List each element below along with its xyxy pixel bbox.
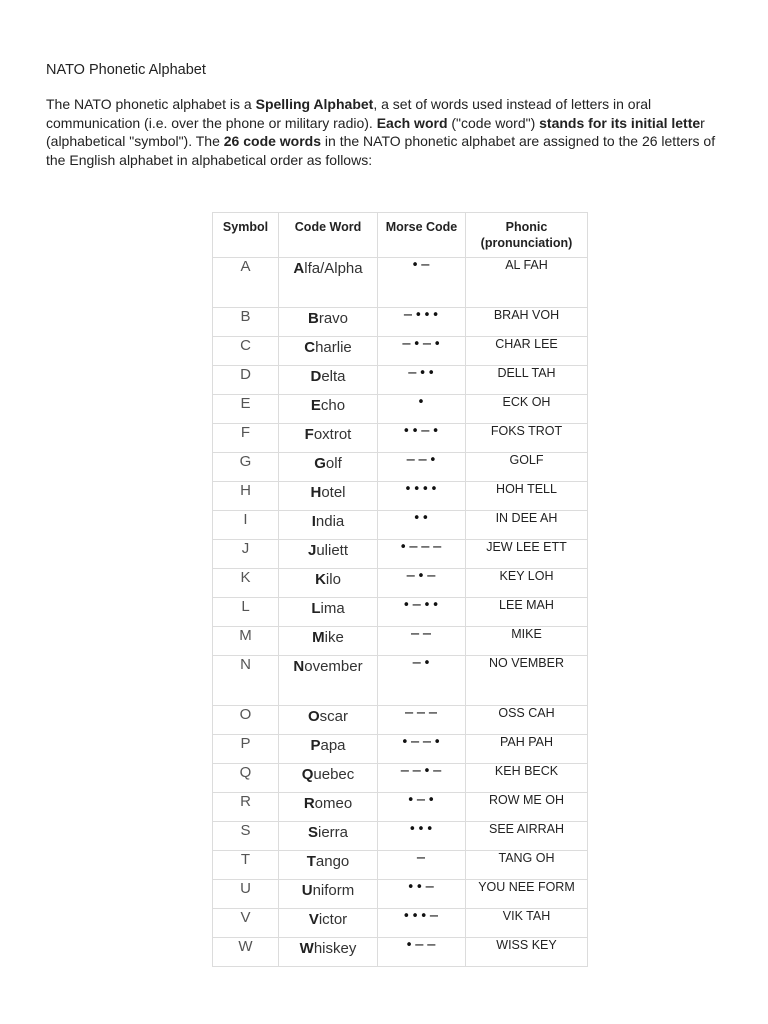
- code-word-cell: [279, 706, 378, 735]
- morse-code-cell: •−−: [378, 938, 466, 967]
- morse-code-cell: •−••: [378, 598, 466, 627]
- code-word-initial: U: [301, 882, 313, 899]
- code-word-initial: I: [311, 513, 316, 530]
- code-word-initial: V: [308, 911, 319, 928]
- symbol-cell: B: [213, 308, 279, 337]
- morse-code-cell: •−−•: [378, 735, 466, 764]
- symbol-cell: U: [213, 880, 279, 909]
- code-word-cell: [279, 938, 378, 967]
- symbol-cell: Q: [213, 764, 279, 793]
- code-word-initial: T: [306, 853, 316, 870]
- morse-code-cell: ••••: [378, 482, 466, 511]
- code-word-initial: R: [303, 795, 315, 812]
- code-word-rest: uliett: [316, 542, 349, 559]
- code-word-rest: omeo: [314, 795, 353, 812]
- intro-text-5: in the NATO phonetic alphabet are assigned to the 26 letters of the English alphabet in alphabetical order as follows:: [46, 133, 716, 168]
- symbol-cell: V: [213, 909, 279, 938]
- code-word-cell: [279, 366, 378, 395]
- morse-code-cell: −: [378, 851, 466, 880]
- code-word-rest: ierra: [318, 824, 349, 841]
- morse-code-cell: −••: [378, 366, 466, 395]
- code-word-cell: [279, 424, 378, 453]
- symbol-cell: R: [213, 793, 279, 822]
- symbol-cell: A: [213, 258, 279, 308]
- table-row: [213, 822, 588, 851]
- code-word-initial: K: [315, 571, 326, 588]
- morse-code-cell: −−•: [378, 453, 466, 482]
- code-word-rest: ike: [324, 629, 344, 646]
- intro-text-2: , a set of words used instead of letters in oral communication (i.e. over the phone or military radio).: [46, 96, 652, 131]
- phonic-cell: AL FAH: [466, 258, 588, 308]
- symbol-cell: D: [213, 366, 279, 395]
- phonic-cell: ROW ME OH: [466, 793, 588, 822]
- symbol-cell: E: [213, 395, 279, 424]
- table-row: [213, 453, 588, 482]
- code-word-cell: [279, 822, 378, 851]
- symbol-cell: C: [213, 337, 279, 366]
- morse-code-cell: −•−: [378, 569, 466, 598]
- code-word-rest: ango: [315, 853, 350, 870]
- morse-code-cell: −−−: [378, 706, 466, 735]
- code-word-cell: [279, 395, 378, 424]
- table-row: [213, 598, 588, 627]
- morse-code-cell: •−•: [378, 793, 466, 822]
- phonic-cell: IN DEE AH: [466, 511, 588, 540]
- phonic-cell: FOKS TROT: [466, 424, 588, 453]
- table-row: [213, 540, 588, 569]
- morse-code-cell: •••−: [378, 909, 466, 938]
- symbol-cell: J: [213, 540, 279, 569]
- symbol-cell: F: [213, 424, 279, 453]
- phonic-cell: LEE MAH: [466, 598, 588, 627]
- header-phonic: Phonic (pronunciation): [466, 213, 588, 258]
- table-row: [213, 851, 588, 880]
- symbol-cell: H: [213, 482, 279, 511]
- table-row: [213, 656, 588, 706]
- code-word-rest: ovember: [304, 658, 363, 675]
- table-row: [213, 938, 588, 967]
- code-word-initial: D: [310, 368, 322, 385]
- code-word-rest: ilo: [325, 571, 341, 588]
- code-word-rest: otel: [321, 484, 346, 501]
- code-word-cell: [279, 793, 378, 822]
- morse-code-cell: −•−•: [378, 337, 466, 366]
- code-word-initial: H: [310, 484, 322, 501]
- phonic-cell: BRAH VOH: [466, 308, 588, 337]
- phonic-cell: DELL TAH: [466, 366, 588, 395]
- code-word-initial: N: [293, 658, 305, 675]
- code-word-rest: ndia: [315, 513, 345, 530]
- morse-code-cell: −•: [378, 656, 466, 706]
- code-word-initial: G: [314, 455, 326, 472]
- code-word-initial: P: [310, 737, 321, 754]
- symbol-cell: K: [213, 569, 279, 598]
- code-word-rest: ravo: [318, 310, 349, 327]
- phonic-cell: KEH BECK: [466, 764, 588, 793]
- phonic-cell: HOH TELL: [466, 482, 588, 511]
- code-word-initial: L: [311, 600, 321, 617]
- table-row: [213, 627, 588, 656]
- phonic-cell: NO VEMBER: [466, 656, 588, 706]
- code-word-rest: cho: [320, 397, 346, 414]
- phonic-cell: GOLF: [466, 453, 588, 482]
- table-row: [213, 395, 588, 424]
- table-row: [213, 735, 588, 764]
- code-word-cell: [279, 851, 378, 880]
- code-word-initial: J: [307, 542, 317, 559]
- symbol-cell: M: [213, 627, 279, 656]
- code-word-cell: [279, 764, 378, 793]
- intro-bold-spelling-alphabet: Spelling Alphabet: [255, 96, 374, 112]
- page-title: NATO Phonetic Alphabet: [46, 62, 206, 78]
- nato-alphabet-table: [212, 212, 588, 967]
- code-word-rest: ima: [320, 600, 345, 617]
- morse-code-cell: ••−•: [378, 424, 466, 453]
- header-code-word: Code Word: [279, 213, 378, 258]
- code-word-cell: [279, 627, 378, 656]
- morse-code-cell: ••−: [378, 880, 466, 909]
- morse-code-cell: •−: [378, 258, 466, 308]
- morse-code-cell: −•••: [378, 308, 466, 337]
- code-word-cell: [279, 540, 378, 569]
- phonic-cell: ECK OH: [466, 395, 588, 424]
- code-word-cell: [279, 337, 378, 366]
- table-body: [213, 258, 588, 967]
- symbol-cell: N: [213, 656, 279, 706]
- table-row: [213, 366, 588, 395]
- phonic-cell: CHAR LEE: [466, 337, 588, 366]
- intro-text-1: The NATO phonetic alphabet is a: [46, 96, 256, 112]
- code-word-initial: E: [310, 397, 321, 414]
- header-morse-code: Morse Code: [378, 213, 466, 258]
- code-word-cell: [279, 482, 378, 511]
- symbol-cell: W: [213, 938, 279, 967]
- table-row: [213, 511, 588, 540]
- code-word-rest: ictor: [318, 911, 348, 928]
- intro-text-4: r (alphabetical "symbol"). The: [46, 114, 705, 149]
- code-word-initial: A: [293, 260, 305, 277]
- phonic-cell: VIK TAH: [466, 909, 588, 938]
- code-word-initial: F: [304, 426, 314, 443]
- code-word-cell: [279, 511, 378, 540]
- table-row: [213, 424, 588, 453]
- phonic-cell: MIKE: [466, 627, 588, 656]
- code-word-cell: [279, 735, 378, 764]
- phonic-cell: OSS CAH: [466, 706, 588, 735]
- morse-code-cell: •••: [378, 822, 466, 851]
- phonic-cell: JEW LEE ETT: [466, 540, 588, 569]
- phonic-cell: YOU NEE FORM: [466, 880, 588, 909]
- symbol-cell: T: [213, 851, 279, 880]
- morse-code-cell: ••: [378, 511, 466, 540]
- intro-text-3: ("code word"): [447, 114, 540, 131]
- phonic-cell: PAH PAH: [466, 735, 588, 764]
- phonic-cell: SEE AIRRAH: [466, 822, 588, 851]
- table-row: [213, 258, 588, 308]
- code-word-cell: [279, 569, 378, 598]
- table-row: [213, 337, 588, 366]
- symbol-cell: O: [213, 706, 279, 735]
- code-word-cell: [279, 453, 378, 482]
- code-word-cell: [279, 258, 378, 308]
- morse-code-cell: •: [378, 395, 466, 424]
- symbol-cell: P: [213, 735, 279, 764]
- header-symbol: Symbol: [213, 213, 279, 258]
- code-word-cell: [279, 656, 378, 706]
- code-word-rest: uebec: [313, 766, 355, 783]
- morse-code-cell: •−−−: [378, 540, 466, 569]
- code-word-initial: S: [307, 824, 318, 841]
- symbol-cell: L: [213, 598, 279, 627]
- code-word-rest: harlie: [315, 339, 352, 356]
- code-word-initial: Q: [301, 766, 314, 783]
- table-row: [213, 308, 588, 337]
- code-word-rest: olf: [325, 455, 342, 472]
- intro-bold-each-word: Each word: [376, 114, 448, 131]
- table-row: [213, 569, 588, 598]
- symbol-cell: S: [213, 822, 279, 851]
- code-word-rest: apa: [320, 737, 346, 754]
- code-word-initial: W: [299, 940, 314, 957]
- code-word-rest: hiskey: [313, 940, 357, 957]
- symbol-cell: G: [213, 453, 279, 482]
- code-word-initial: O: [307, 708, 320, 725]
- intro-bold-26-code-words: 26 code words: [223, 133, 322, 149]
- code-word-cell: [279, 880, 378, 909]
- table-row: [213, 482, 588, 511]
- code-word-rest: lfa/Alpha: [304, 260, 363, 277]
- phonic-cell: WISS KEY: [466, 938, 588, 967]
- table-row: [213, 764, 588, 793]
- code-word-rest: niform: [312, 882, 355, 899]
- code-word-cell: [279, 598, 378, 627]
- code-word-rest: scar: [319, 708, 348, 725]
- table-row: [213, 706, 588, 735]
- code-word-cell: [279, 308, 378, 337]
- code-word-cell: [279, 909, 378, 938]
- phonic-cell: KEY LOH: [466, 569, 588, 598]
- intro-paragraph: [46, 95, 726, 169]
- code-word-rest: elta: [321, 368, 346, 385]
- morse-code-cell: −−: [378, 627, 466, 656]
- code-word-rest: oxtrot: [313, 426, 352, 443]
- table-row: [213, 880, 588, 909]
- code-word-initial: C: [304, 339, 316, 356]
- table-row: [213, 793, 588, 822]
- code-word-initial: B: [307, 310, 319, 327]
- symbol-cell: I: [213, 511, 279, 540]
- code-word-initial: M: [312, 629, 325, 646]
- table-header-row: [213, 213, 588, 258]
- intro-bold-stands-for: stands for its initial lette: [539, 114, 701, 131]
- morse-code-cell: −−•−: [378, 764, 466, 793]
- table-row: [213, 909, 588, 938]
- phonic-cell: TANG OH: [466, 851, 588, 880]
